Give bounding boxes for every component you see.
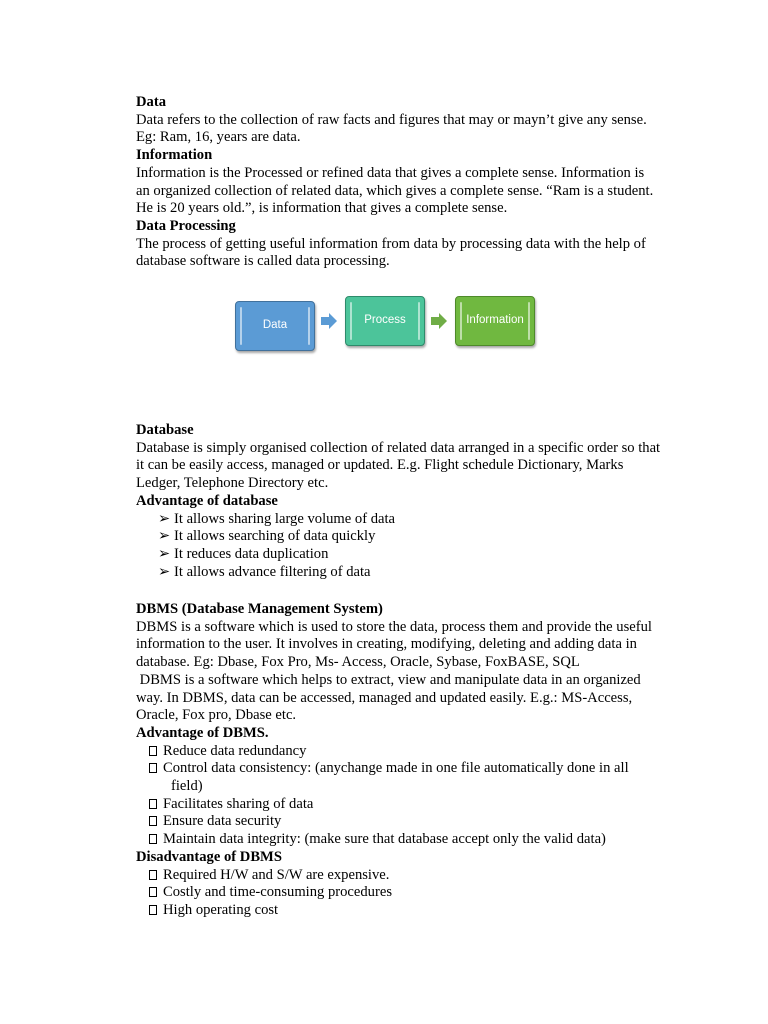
square-bullet-icon xyxy=(149,867,157,885)
disadvantage-dbms-list xyxy=(136,867,681,920)
data-line: Data refers to the collection of raw facts and figures that may or mayn’t give any sense. xyxy=(136,111,647,128)
list-item: ➢ It reduces data duplication xyxy=(158,545,329,562)
list-item: Maintain data integrity: (make sure that database accept only the valid data) xyxy=(136,831,681,849)
list-item: Ensure data security xyxy=(136,813,681,831)
list-item: Control data consistency: (anychange made in one file automatically done in all field) xyxy=(136,760,681,795)
heading-disadvantage-dbms: Disadvantage of DBMS xyxy=(136,848,282,865)
square-bullet-icon xyxy=(149,884,157,902)
data-line: Eg: Ram, 16, years are data. xyxy=(136,129,301,146)
arrow-right-icon xyxy=(321,313,337,329)
arrowhead-bullet-icon: ➢ xyxy=(158,545,171,562)
arrowhead-bullet-icon: ➢ xyxy=(158,563,171,580)
dbms-line: DBMS is a software which helps to extract, view and manipulate data in an organized xyxy=(136,671,641,688)
information-line: He is 20 years old.”, is information that gives a complete sense. xyxy=(136,200,508,217)
dbms-line: DBMS is a software which is used to store the data, process them and provide the useful xyxy=(136,618,652,635)
diagram-box-label: Process xyxy=(364,314,406,327)
heading-database: Database xyxy=(136,422,194,438)
list-item: ➢ It allows advance filtering of data xyxy=(158,563,371,580)
section-database xyxy=(136,422,681,581)
diagram-box-label: Data xyxy=(262,319,288,332)
list-item: High operating cost xyxy=(136,902,681,920)
list-item: Facilitates sharing of data xyxy=(136,796,681,814)
heading-dbms: DBMS (Database Management System) xyxy=(136,601,383,617)
list-item: ➢ It allows searching of data quickly xyxy=(158,528,376,545)
information-line: an organized collection of related data, which gives a complete sense. “Ram is a student. xyxy=(136,182,654,199)
database-line: it can be easily access, managed or updated. E.g. Flight schedule Dictionary, Marks xyxy=(136,457,624,474)
heading-advantage-dbms: Advantage of DBMS. xyxy=(136,724,269,741)
heading-advantage-database: Advantage of database xyxy=(136,492,278,509)
database-line: Database is simply organised collection of related data arranged in a specific order so that xyxy=(136,439,661,456)
square-bullet-icon xyxy=(149,902,157,920)
square-bullet-icon xyxy=(149,760,157,778)
list-item: ➢ It allows sharing large volume of data xyxy=(158,510,396,527)
information-line: Information is the Processed or refined data that gives a complete sense. Information is xyxy=(136,164,645,181)
database-line: Ledger, Telephone Directory etc. xyxy=(136,475,329,492)
diagram-box-process xyxy=(345,296,425,346)
list-item: Costly and time-consuming procedures xyxy=(136,884,681,902)
dbms-line: database. Eg: Dbase, Fox Pro, Ms- Access, Oracle, Sybase, FoxBASE, SQL xyxy=(136,654,580,671)
dbms-line: way. In DBMS, data can be accessed, managed and updated easily. E.g.: MS-Access, xyxy=(136,689,633,706)
arrowhead-bullet-icon: ➢ xyxy=(158,510,171,527)
list-item: Required H/W and S/W are expensive. xyxy=(136,867,681,885)
list-item: Reduce data redundancy xyxy=(136,743,681,761)
diagram-box-information xyxy=(455,296,535,346)
advantage-dbms-list xyxy=(136,743,681,849)
section-dbms xyxy=(136,601,681,920)
heading-data: Data xyxy=(136,94,166,110)
heading-information: Information xyxy=(136,147,213,164)
advantage-database-list xyxy=(136,511,681,582)
dbms-line: information to the user. It involves in creating, modifying, deleting and adding data in xyxy=(136,636,637,653)
diagram-box-data xyxy=(235,301,315,351)
arrowhead-bullet-icon: ➢ xyxy=(158,528,171,545)
diagram-box-label: Information xyxy=(466,314,524,327)
dbms-line: Oracle, Fox pro, Dbase etc. xyxy=(136,707,297,724)
section-data xyxy=(136,94,681,271)
square-bullet-icon xyxy=(149,831,157,849)
square-bullet-icon xyxy=(149,813,157,831)
data-processing-line: database software is called data processing. xyxy=(136,253,390,270)
arrow-right-icon xyxy=(431,313,447,329)
data-processing-line: The process of getting useful information from data by processing data with the help of xyxy=(136,235,646,252)
square-bullet-icon xyxy=(149,743,157,761)
data-flow-diagram xyxy=(232,296,538,352)
heading-data-processing: Data Processing xyxy=(136,217,236,234)
square-bullet-icon xyxy=(149,796,157,814)
